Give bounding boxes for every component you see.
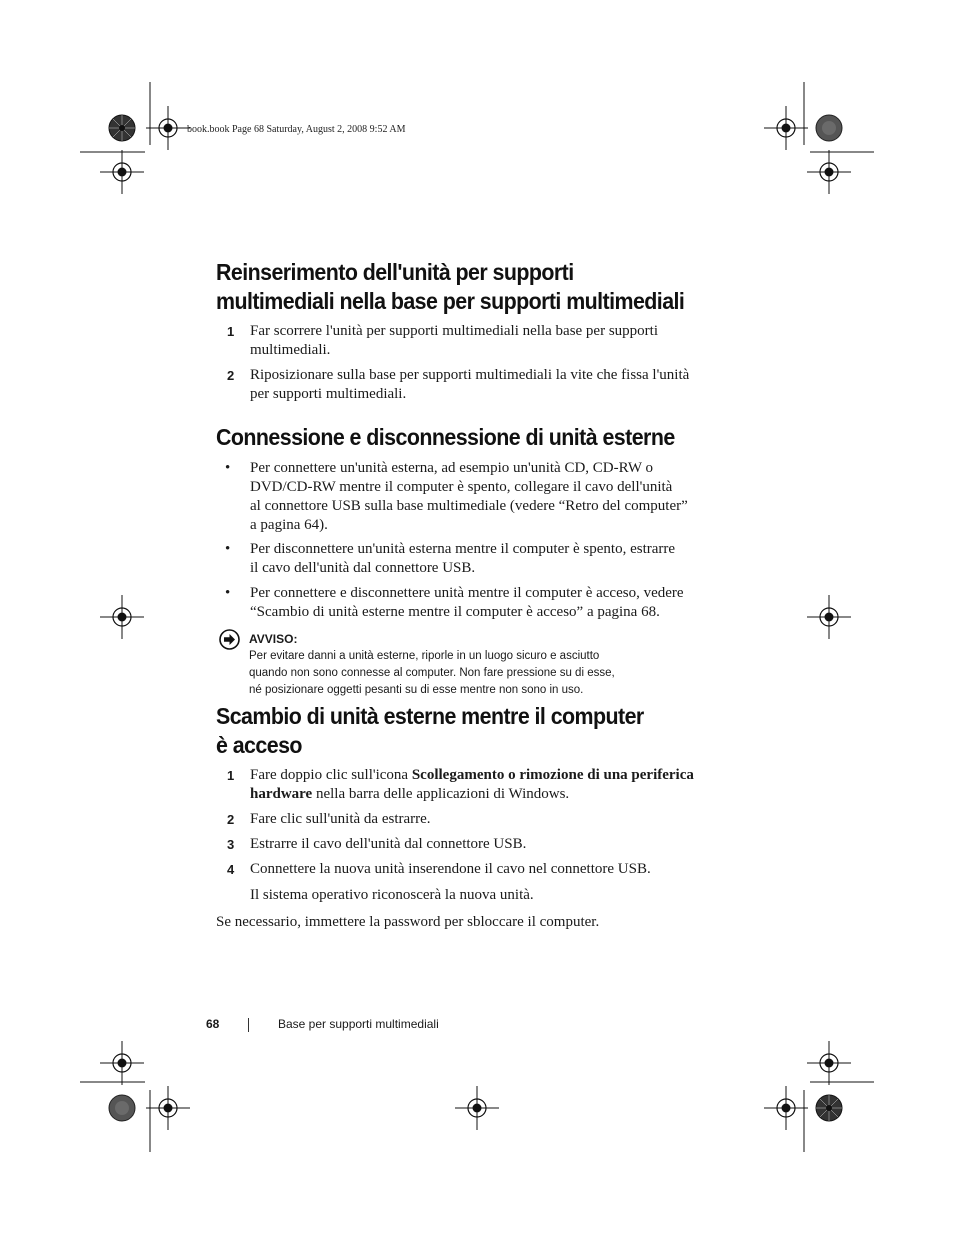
bottom-center-mark bbox=[455, 1086, 499, 1130]
step-text: Connettere la nuova unità inserendone il cavo nel connettore USB. bbox=[250, 861, 651, 877]
closing-paragraph: Se necessario, immettere la password per sbloccare il computer. bbox=[216, 914, 600, 930]
step-text: nella barra delle applicazioni di Windows. bbox=[312, 786, 570, 802]
ui-label-safely-remove: Scollegamento o rimozione di una periferica bbox=[411, 767, 694, 783]
step-text: Fare doppio clic sull'icona bbox=[250, 767, 412, 783]
side-mark-left bbox=[100, 595, 144, 639]
step-text: Fare clic sull'unità da estrarre. bbox=[250, 811, 431, 827]
corner-mark-bottom-left bbox=[80, 1041, 190, 1152]
bullet-item bbox=[216, 459, 716, 535]
bullet-text: Per connettere e disconnettere unità mentre il computer è acceso, vedere bbox=[250, 585, 684, 601]
section-heading-connect bbox=[216, 423, 675, 452]
step-number: 1 bbox=[227, 324, 235, 339]
step-item bbox=[216, 860, 716, 879]
heading-line: multimediali nella base per supporti multimediali bbox=[216, 288, 685, 314]
bullet-text: DVD/CD-RW mentre il computer è spento, collegare il cavo dell'unità bbox=[250, 479, 673, 495]
step-item bbox=[216, 766, 716, 804]
notice-text: Per evitare danni a unità esterne, riporle in un luogo sicuro e asciutto bbox=[249, 650, 600, 662]
bullet-item bbox=[216, 540, 716, 578]
step-item bbox=[216, 835, 716, 854]
notice-text: né posizionare oggetti pesanti su di esse mentre non sono in uso. bbox=[249, 684, 584, 696]
ui-label-hardware: hardware bbox=[250, 786, 313, 802]
step-number: 2 bbox=[227, 368, 235, 383]
bullet-icon: • bbox=[225, 460, 231, 476]
page-number: 68 bbox=[206, 1017, 220, 1031]
step-result-text: Il sistema operativo riconoscerà la nuova unità. bbox=[250, 887, 534, 903]
print-slug: book.book Page 68 Saturday, August 2, 2008 9:52 AM bbox=[187, 124, 406, 135]
step-item bbox=[216, 810, 716, 829]
section-heading-reinsert bbox=[216, 258, 684, 316]
heading-line: è acceso bbox=[216, 732, 302, 758]
step-item bbox=[216, 322, 716, 360]
bullet-text: al connettore USB sulla base multimediale (vedere “Retro del computer” bbox=[250, 498, 688, 514]
step-number: 3 bbox=[227, 837, 235, 852]
bullet-text: Per disconnettere un'unità esterna mentre il computer è spento, estrarre bbox=[250, 541, 676, 557]
step-text: multimediali. bbox=[250, 342, 331, 358]
step-number: 4 bbox=[227, 862, 235, 877]
notice-text: quando non sono connesse al computer. Non fare pressione su di esse, bbox=[249, 667, 615, 679]
side-mark-right bbox=[807, 595, 851, 639]
step-text: Far scorrere l'unità per supporti multimediali nella base per supporti bbox=[250, 323, 659, 339]
notice-label: AVVISO: bbox=[249, 632, 298, 646]
notice-arrow-icon bbox=[219, 629, 240, 650]
corner-mark-bottom-right bbox=[764, 1041, 874, 1152]
bullet-item bbox=[216, 584, 716, 622]
heading-line: Connessione e disconnessione di unità esterne bbox=[216, 424, 675, 450]
step-number: 1 bbox=[227, 768, 235, 783]
section-heading-swap bbox=[216, 702, 644, 760]
footer-divider bbox=[248, 1018, 249, 1032]
corner-mark-top-right bbox=[764, 82, 874, 194]
step-text: per supporti multimediali. bbox=[250, 386, 407, 402]
heading-line: Scambio di unità esterne mentre il computer bbox=[216, 703, 644, 729]
bullet-icon: • bbox=[225, 541, 231, 557]
step-text: Riposizionare sulla base per supporti multimediali la vite che fissa l'unità bbox=[250, 367, 690, 383]
bullet-icon: • bbox=[225, 585, 231, 601]
step-text: Estrarre il cavo dell'unità dal connettore USB. bbox=[250, 836, 527, 852]
bullet-text: Per connettere un'unità esterna, ad esempio un'unità CD, CD-RW o bbox=[250, 460, 653, 476]
bullet-text: a pagina 64). bbox=[250, 517, 328, 533]
bullet-text: “Scambio di unità esterne mentre il computer è acceso” a pagina 68. bbox=[250, 604, 660, 620]
step-item bbox=[216, 366, 716, 404]
corner-mark-top-left bbox=[80, 82, 190, 194]
bullet-text: il cavo dell'unità dal connettore USB. bbox=[250, 560, 476, 576]
footer-chapter-title: Base per supporti multimediali bbox=[278, 1017, 439, 1031]
heading-line: Reinserimento dell'unità per supporti bbox=[216, 259, 574, 285]
step-number: 2 bbox=[227, 812, 235, 827]
